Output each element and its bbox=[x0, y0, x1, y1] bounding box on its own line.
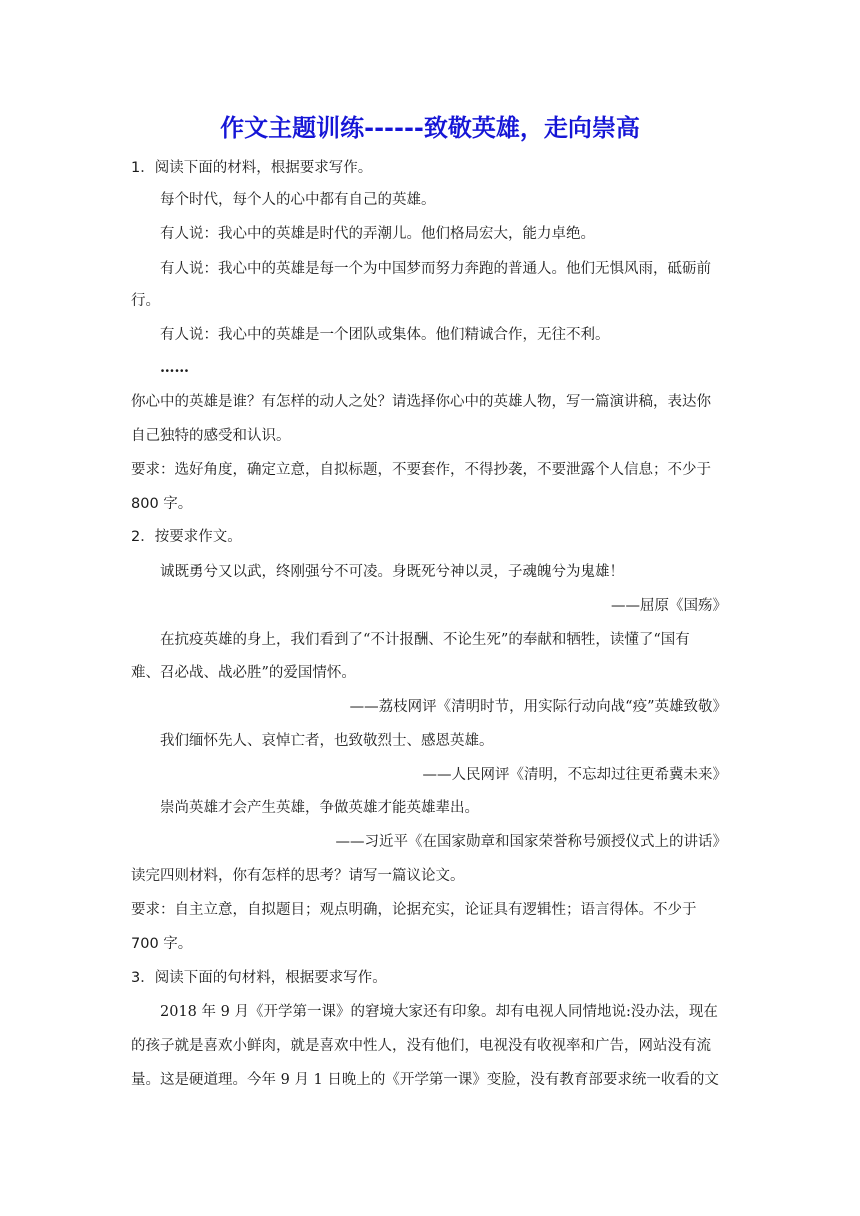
document-title: 作文主题训练------致敬英雄，走向崇高 bbox=[220, 114, 640, 142]
q2-requirement-line: 700 字。 bbox=[131, 936, 193, 952]
q2-quote: 诚既勇兮又以武，终刚强兮不可凌。身既死兮神以灵，子魂魄兮为鬼雄！ bbox=[160, 564, 624, 580]
q1-requirement-line: 800 字。 bbox=[131, 496, 193, 512]
q1-ellipsis: …… bbox=[160, 359, 189, 376]
q3-material-line: 的孩子就是喜欢小鲜肉，就是喜欢中性人，没有他们，电视没有收视率和广告，网站没有流 bbox=[131, 1038, 711, 1054]
q1-material-line: 有人说：我心中的英雄是每一个为中国梦而努力奔跑的普通人。他们无惧风雨，砥砺前 bbox=[160, 261, 711, 277]
q2-quote-source: ——人民网评《清明，不忘却过往更希冀未来》 bbox=[422, 767, 727, 783]
question-2-heading: 2．按要求作文。 bbox=[131, 529, 242, 545]
q2-prompt: 读完四则材料，你有怎样的思考？请写一篇议论文。 bbox=[131, 868, 465, 884]
q2-quote: 崇尚英雄才会产生英雄，争做英雄才能英雄辈出。 bbox=[160, 800, 479, 816]
q1-material-line: 有人说：我心中的英雄是时代的弄潮儿。他们格局宏大，能力卓绝。 bbox=[160, 226, 595, 242]
q2-quote: 难、召必战、战必胜”的爱国情怀。 bbox=[131, 665, 356, 681]
q1-prompt-line: 你心中的英雄是谁？有怎样的动人之处？请选择你心中的英雄人物，写一篇演讲稿，表达你 bbox=[131, 394, 711, 410]
q2-quote-source: ——习近平《在国家勋章和国家荣誉称号颁授仪式上的讲话》 bbox=[335, 834, 727, 850]
q2-quote-source: ——荔枝网评《清明时节，用实际行动向战“疫”英雄致敬》 bbox=[349, 699, 727, 715]
q1-material-line: 行。 bbox=[131, 293, 160, 309]
q2-requirement-line: 要求：自主立意，自拟题目；观点明确，论据充实，论证具有逻辑性；语言得体。不少于 bbox=[131, 902, 697, 918]
q1-prompt-line: 自己独特的感受和认识。 bbox=[131, 428, 291, 444]
q1-material-line: 有人说：我心中的英雄是一个团队或集体。他们精诚合作，无往不利。 bbox=[160, 327, 610, 343]
q1-requirement-line: 要求：选好角度，确定立意，自拟标题，不要套作，不得抄袭，不要泄露个人信息；不少于 bbox=[131, 462, 711, 478]
q3-material-line: 量。这是硬道理。今年 9 月 1 日晚上的《开学第一课》变脸，没有教育部要求统一收看的文 bbox=[131, 1072, 719, 1088]
q3-material-line: 2018 年 9 月《开学第一课》的窘境大家还有印象。却有电视人同情地说:没办法，现在 bbox=[160, 1004, 718, 1020]
question-1-heading: 1．阅读下面的材料，根据要求写作。 bbox=[131, 160, 373, 176]
q1-material-line: 每个时代，每个人的心中都有自己的英雄。 bbox=[160, 192, 436, 208]
q2-quote-source: ——屈原《国殇》 bbox=[611, 598, 727, 614]
question-3-heading: 3．阅读下面的句材料，根据要求写作。 bbox=[131, 970, 387, 986]
q2-quote: 我们缅怀先人、哀悼亡者，也致敬烈士、感恩英雄。 bbox=[160, 733, 494, 749]
q2-quote: 在抗疫英雄的身上，我们看到了“不计报酬、不论生死”的奉献和牺牲，读懂了“国有 bbox=[160, 632, 690, 648]
